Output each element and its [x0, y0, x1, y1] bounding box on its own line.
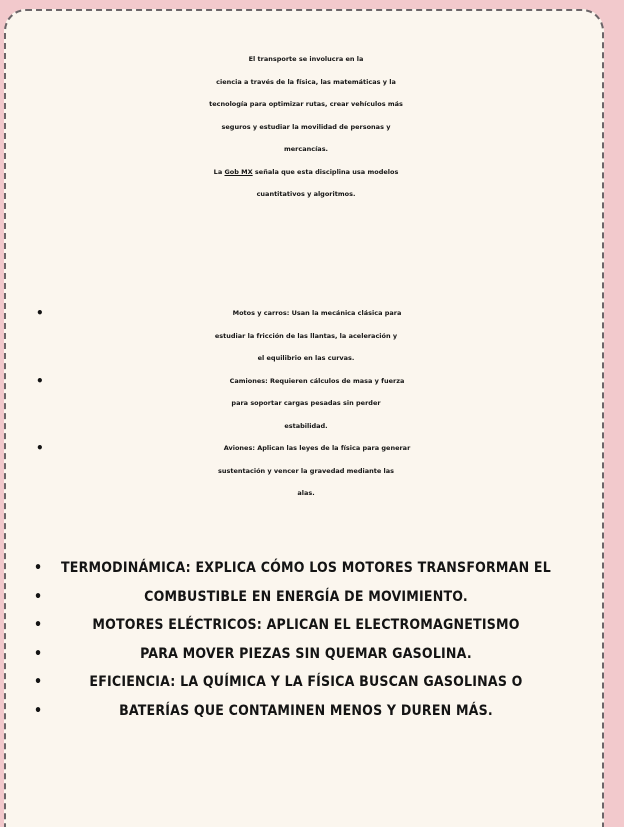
list-item: [6, 640, 606, 669]
list-item: [6, 370, 606, 438]
list-item: [6, 668, 606, 697]
bullet: •: [34, 674, 43, 690]
item-text: TERMODINÁMICA: EXPLICA CÓMO LOS MOTORES TRANSFORMAN EL: [61, 560, 551, 576]
bullet: •: [34, 617, 43, 633]
item-line: para soportar cargas pesadas sin perder: [231, 399, 381, 407]
list-item: [6, 611, 606, 640]
bullet: •: [36, 373, 44, 388]
list-item: [6, 583, 606, 612]
bullet: •: [36, 306, 44, 320]
intro-line: mercancías.: [283, 145, 329, 153]
bullet: •: [34, 588, 43, 605]
item-line: el equilibrio en las curvas.: [257, 354, 355, 362]
list-item: [6, 437, 606, 505]
content-card: [4, 9, 604, 827]
intro-line: seguros y estudiar la movilidad de personas y: [221, 122, 391, 131]
vehicle-list: [6, 302, 606, 505]
item-line: alas.: [297, 489, 315, 497]
intro-line: ciencia a través de la física, las matemáticas y la: [216, 77, 396, 86]
engineering-list: [6, 554, 606, 725]
intro-line: El transporte se involucra en la: [248, 55, 364, 63]
gob-prefix: La: [213, 167, 225, 176]
list-item: [6, 697, 606, 726]
item-text: COMBUSTIBLE EN ENERGÍA DE MOVIMIENTO.: [144, 588, 468, 605]
item-line: sustentación y vencer la gravedad mediante las: [217, 466, 394, 475]
item-line: estabilidad.: [284, 421, 328, 430]
intro-line: tecnología para optimizar rutas, crear vehículos más: [209, 100, 403, 108]
bullet: •: [34, 560, 43, 576]
item-line: estudiar la fricción de las llantas, la aceleración y: [214, 331, 398, 340]
item-text: EFICIENCIA: LA QUÍMICA Y LA FÍSICA BUSCAN GASOLINAS O: [89, 674, 523, 690]
gob-mx-link[interactable]: Gob MX: [224, 167, 253, 176]
list-item: [6, 302, 606, 370]
item-text: BATERÍAS QUE CONTAMINEN MENOS Y DUREN MÁS.: [119, 702, 493, 719]
bullet: •: [36, 441, 44, 455]
intro-paragraph: [6, 48, 606, 206]
item-line: Motos y carros: Usan la mecánica clásica para: [232, 309, 402, 317]
intro-line-gob: [6, 161, 606, 184]
item-text: MOTORES ELÉCTRICOS: APLICAN EL ELECTROMAGNETISMO: [92, 617, 520, 633]
intro-line: cuantitativos y algoritmos.: [256, 190, 356, 198]
list-item: [6, 554, 606, 583]
bullet: •: [34, 645, 43, 662]
item-text: PARA MOVER PIEZAS SIN QUEMAR GASOLINA.: [140, 645, 472, 662]
bullet: •: [34, 702, 43, 719]
gob-suffix: señala que esta disciplina usa modelos: [252, 167, 399, 176]
item-line: Camiones: Requieren cálculos de masa y fuerza: [229, 376, 405, 385]
item-line: Aviones: Aplican las leyes de la física para generar: [223, 444, 411, 452]
